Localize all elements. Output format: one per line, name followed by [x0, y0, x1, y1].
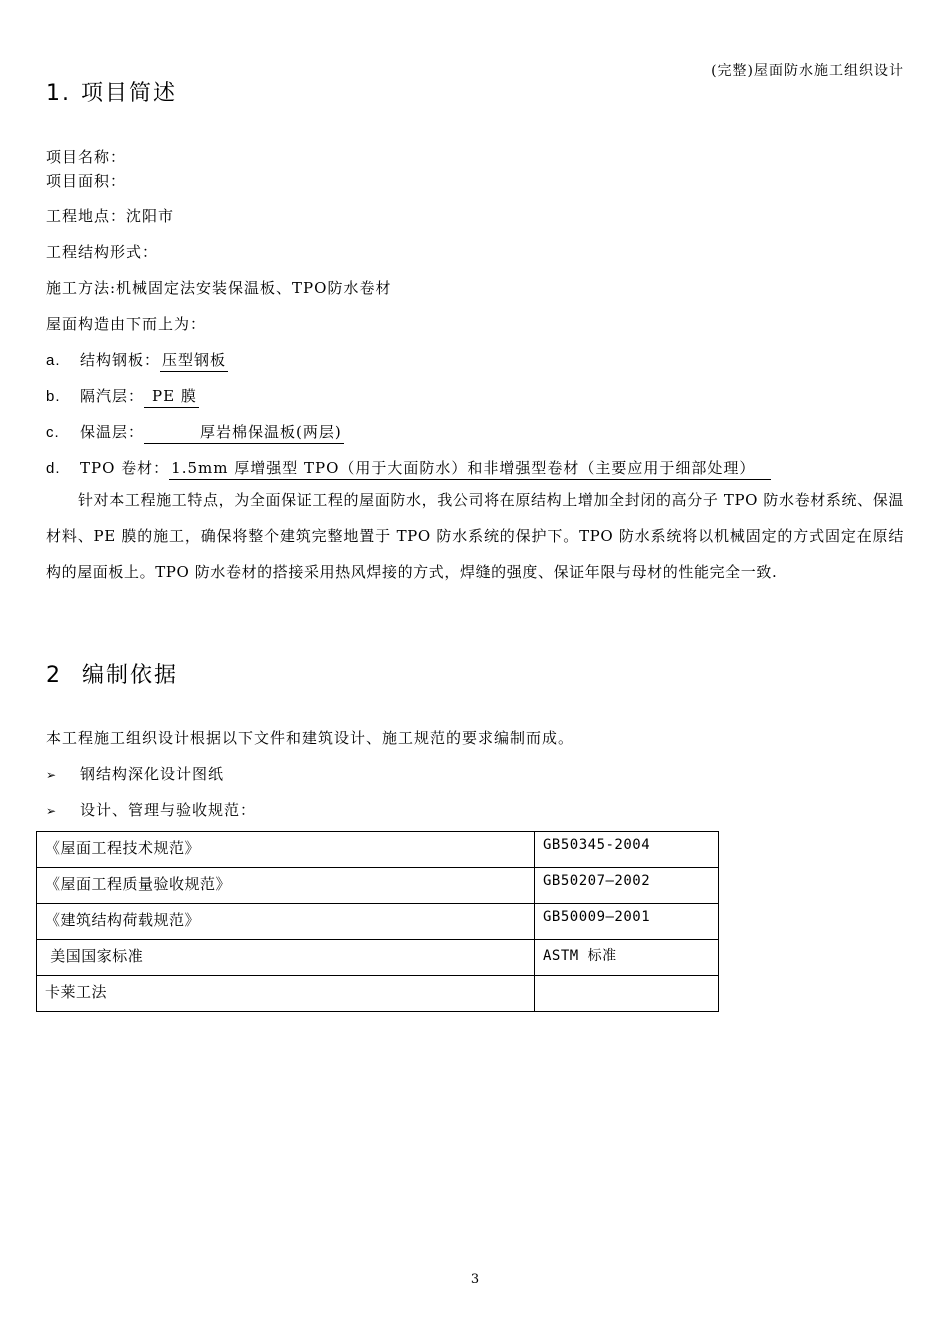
section-2-title: 编制依据	[82, 663, 179, 688]
layer-value: PE 膜	[144, 385, 199, 408]
project-location: 工程地点：沈阳市	[46, 207, 175, 225]
layer-item	[46, 457, 771, 480]
table-row	[37, 940, 719, 976]
bullet-item	[46, 799, 256, 820]
layer-name: TPO 卷材：	[80, 459, 170, 477]
standards-table	[36, 831, 719, 1012]
section-1-title: 项目简述	[81, 81, 178, 106]
standard-name: 卡莱工法	[37, 976, 535, 1012]
layer-value: 厚岩棉保温板(两层)	[144, 421, 344, 444]
standard-code	[535, 976, 719, 1012]
table-row	[37, 904, 719, 940]
intro-paragraph: 针对本工程施工特点，为全面保证工程的屋面防水，我公司将在原结构上增加全封闭的高分子 TPO 防水卷材系统、保温材料、PE 膜的施工，确保将整个建筑完整地置于 TPO 防水系统的保护下。TPO 防水系统将以机械固定的方式固定在原结构的屋面板上。TPO 防水卷材的搭接采用热风焊接的方式，焊缝的强度、保证年限与母材的性能完全一致.	[46, 491, 904, 581]
layer-value: 1.5mm 厚增强型 TPO（用于大面防水）和非增强型卷材（主要应用于细部处理）	[169, 457, 771, 480]
standard-name: 《建筑结构荷载规范》	[37, 904, 535, 940]
standard-name: 《屋面工程质量验收规范》	[37, 868, 535, 904]
arrow-bullet-icon: ➢	[46, 768, 58, 782]
table-row	[37, 976, 719, 1012]
bullet-text: 设计、管理与验收规范：	[80, 801, 257, 819]
basis-intro: 本工程施工组织设计根据以下文件和建筑设计、施工规范的要求编制而成。	[46, 729, 575, 747]
standard-code: GB50345-2004	[535, 832, 719, 868]
running-header: (完整)屋面防水施工组织设计	[711, 63, 904, 79]
section-2-number: 2	[46, 663, 62, 688]
construction-method: 施工方法:机械固定法安装保温板、TPO防水卷材	[46, 279, 392, 297]
layer-label: a.	[46, 352, 61, 369]
project-area-label: 项目面积：	[46, 172, 127, 190]
layer-label: d.	[46, 460, 61, 477]
standard-code: GB50009—2001	[535, 904, 719, 940]
table-row	[37, 832, 719, 868]
section-1-heading	[46, 76, 177, 107]
layer-item	[46, 349, 228, 372]
layer-name: 隔汽层：	[80, 387, 145, 405]
bullet-item	[46, 763, 224, 784]
layer-item	[46, 385, 199, 408]
arrow-bullet-icon: ➢	[46, 804, 58, 818]
table-row	[37, 868, 719, 904]
layer-value: 压型钢板	[160, 349, 228, 372]
page-number: 3	[470, 1272, 480, 1287]
standard-name: 《屋面工程技术规范》	[37, 832, 535, 868]
bullet-text: 钢结构深化设计图纸	[80, 765, 225, 783]
standard-code: ASTM 标准	[535, 940, 719, 976]
standard-code: GB50207—2002	[535, 868, 719, 904]
section-1-number: 1.	[46, 81, 71, 106]
layer-item	[46, 421, 344, 444]
project-name-label: 项目名称：	[46, 148, 127, 166]
layer-label: b.	[46, 388, 61, 405]
layer-name: 结构钢板：	[80, 351, 161, 369]
layer-label: c.	[46, 424, 60, 441]
layers-intro: 屋面构造由下而上为：	[46, 315, 207, 333]
layer-name: 保温层：	[80, 423, 145, 441]
section-2-heading	[46, 658, 178, 689]
standard-name: 美国国家标准	[37, 940, 535, 976]
structure-form-label: 工程结构形式：	[46, 243, 159, 261]
